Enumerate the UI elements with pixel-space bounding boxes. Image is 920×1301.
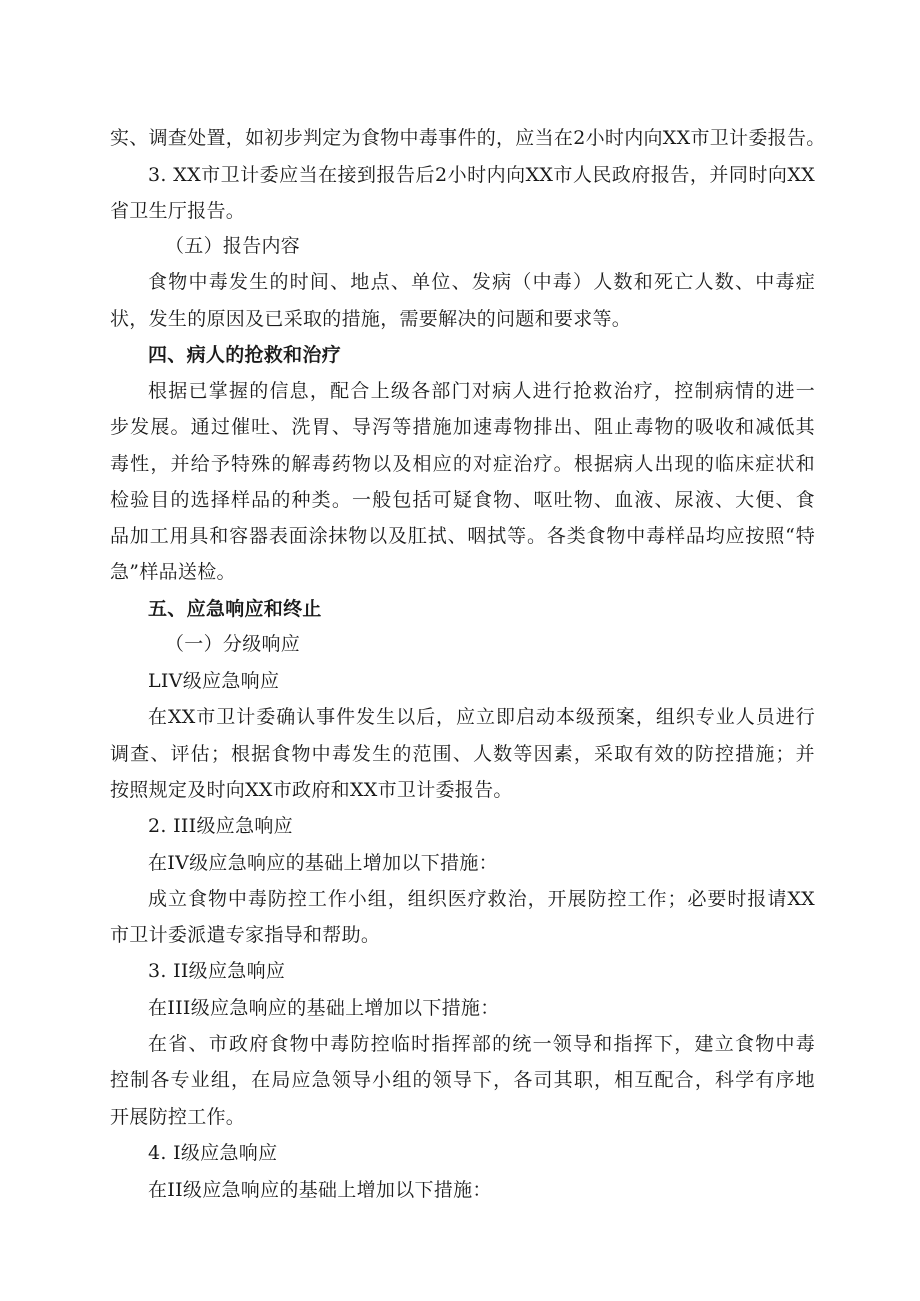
paragraph-line: 省卫生厅报告。: [110, 200, 246, 222]
paragraph-line: 成立食物中毒防控工作小组，组织医疗救治，开展防控工作；必要时报请XX: [148, 888, 815, 910]
paragraph-line: 在省、市政府食物中毒防控临时指挥部的统一领导和指挥下，建立食物中毒: [148, 1033, 815, 1055]
paragraph-line: 市卫计委派遣专家指导和帮助。: [110, 924, 381, 946]
subsection-heading: （五）报告内容: [165, 235, 301, 257]
paragraph-line: 3. XX市卫计委应当在接到报告后2小时内向XX市人民政府报告，并同时向XX: [148, 164, 815, 186]
paragraph-line: 步发展。通过催吐、洗胃、导泻等措施加速毒物排出、阻止毒物的吸收和减低其: [110, 416, 815, 438]
section-heading: 四、病人的抢救和治疗: [148, 344, 342, 366]
subsection-heading: （一）分级响应: [165, 633, 301, 655]
paragraph-line: 实、调查处置，如初步判定为食物中毒事件的，应当在2小时内向XX市卫计委报告。: [110, 127, 826, 149]
paragraph-line: 检验目的选择样品的种类。一般包括可疑食物、呕吐物、血液、尿液、大便、食: [110, 489, 815, 511]
paragraph-line: 食物中毒发生的时间、地点、单位、发病（中毒）人数和死亡人数、中毒症: [148, 271, 815, 293]
paragraph-line: 急”样品送检。: [110, 561, 236, 583]
paragraph-line: 状，发生的原因及已采取的措施，需要解决的问题和要求等。: [110, 308, 632, 330]
paragraph-line: 品加工用具和容器表面涂抹物以及肛拭、咽拭等。各类食物中毒样品均应按照“特: [110, 525, 815, 547]
paragraph-line: 在II级应急响应的基础上增加以下措施：: [148, 1179, 492, 1201]
level-heading: LIV级应急响应: [148, 670, 280, 692]
section-heading: 五、应急响应和终止: [148, 598, 322, 620]
level-heading: 3. II级应急响应: [148, 960, 286, 982]
paragraph-line: 毒性，并给予特殊的解毒药物以及相应的对症治疗。根据病人出现的临床症状和: [110, 453, 815, 475]
paragraph-line: 在III级应急响应的基础上增加以下措施：: [148, 997, 500, 1019]
paragraph-line: 按照规定及时向XX市政府和XX市卫计委报告。: [110, 779, 513, 801]
level-heading: 4. I级应急响应: [148, 1142, 278, 1164]
paragraph-line: 控制各专业组，在局应急领导小组的领导下，各司其职，相互配合，科学有序地: [110, 1069, 815, 1091]
paragraph-line: 根据已掌握的信息，配合上级各部门对病人进行抢救治疗，控制病情的进一: [148, 380, 815, 402]
level-heading: 2. III级应急响应: [148, 815, 293, 837]
paragraph-line: 在XX市卫计委确认事件发生以后，应立即启动本级预案，组织专业人员进行: [148, 706, 815, 728]
paragraph-line: 在IV级应急响应的基础上增加以下措施：: [148, 852, 498, 874]
paragraph-line: 调查、评估；根据食物中毒发生的范围、人数等因素，采取有效的防控措施；并: [110, 743, 815, 765]
paragraph-line: 开展防控工作。: [110, 1106, 246, 1128]
